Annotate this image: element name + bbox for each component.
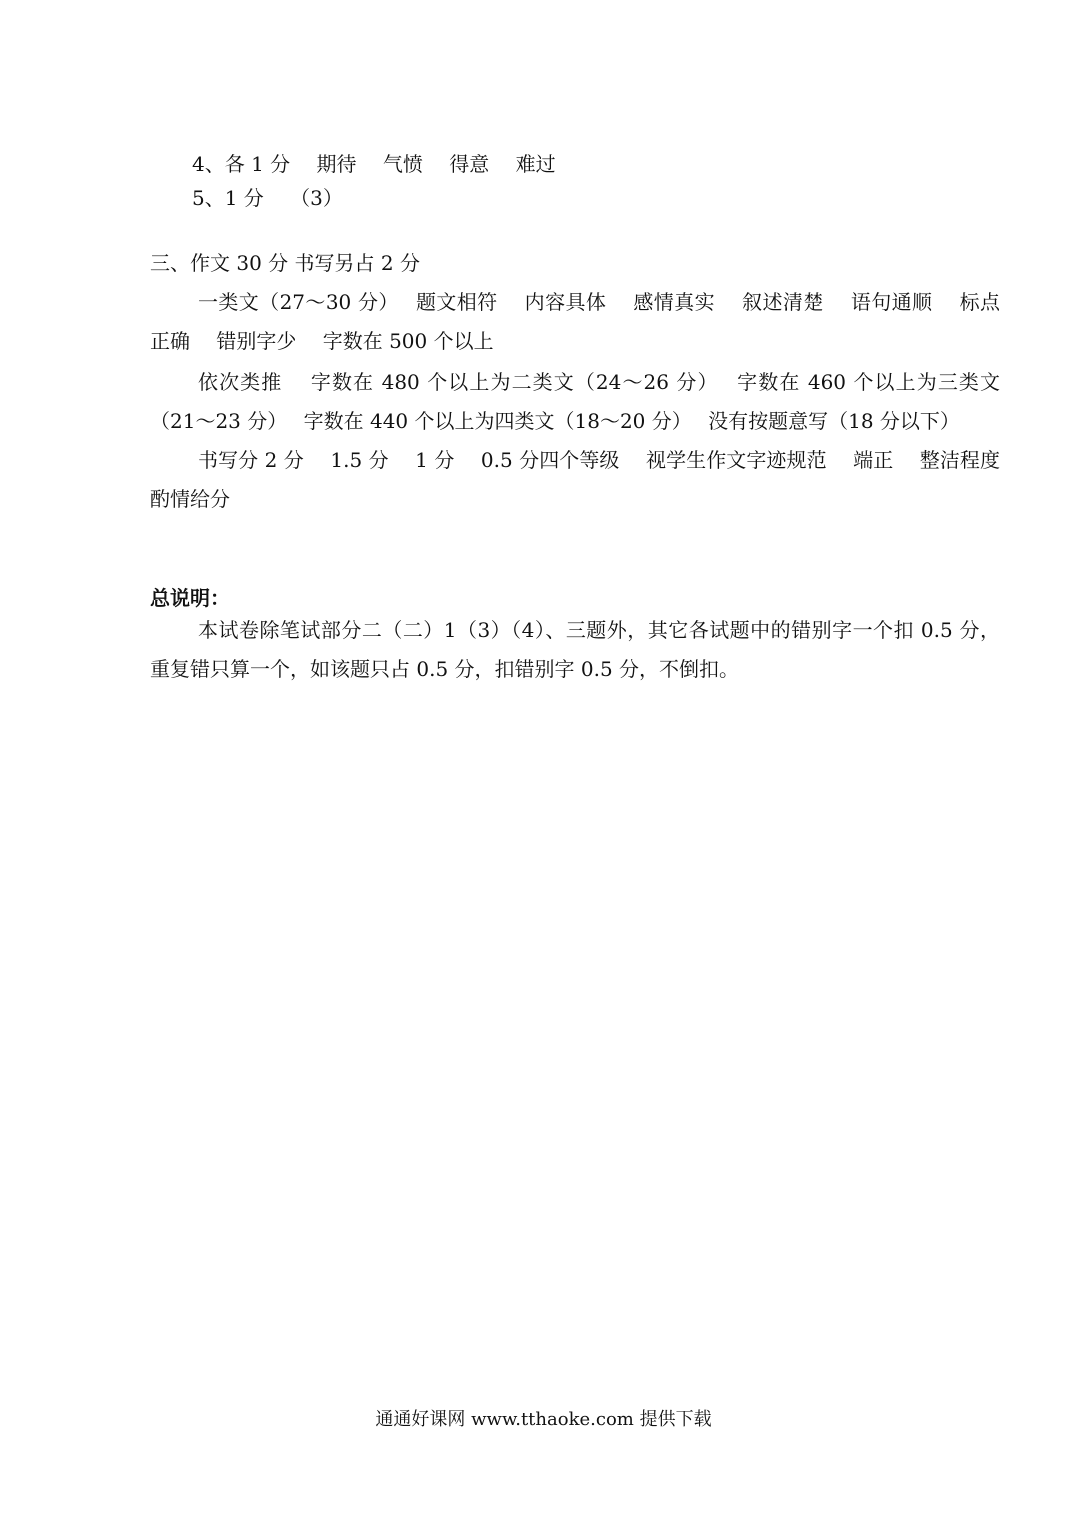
general-notes-text: 本试卷除笔试部分二（二）1（3）（4）、三题外，其它各试题中的错别字一个扣 0.5 分，重复错只算一个，如该题只占 0.5 分，扣错别字 0.5 分，不倒扣。 xyxy=(150,618,1000,681)
grading-paragraph-other-classes: 依次类推 字数在 480 个以上为二类文（24～26 分） 字数在 460 个以上为三类文（21～23 分） 字数在 440 个以上为四类文（18～20 分） 没有按题意写（18 分以下） xyxy=(150,370,1000,433)
footer-source: 通通好课网 www.tthaoke.com 提供下载 xyxy=(375,1409,712,1430)
grading-paragraph-class-one: 一类文（27～30 分） 题文相符 内容具体 感情真实 叙述清楚 语句通顺 标点正确 错别字少 字数在 500 个以上 xyxy=(150,290,1000,353)
answer-item-4: 4、各 1 分 期待 气愤 得意 难过 xyxy=(192,152,556,176)
answer-item-5: 5、1 分 （3） xyxy=(192,186,343,210)
grading-paragraph-handwriting: 书写分 2 分 1.5 分 1 分 0.5 分四个等级 视学生作文字迹规范 端正 整洁程度酌情给分 xyxy=(150,448,1000,511)
general-notes-title: 总说明： xyxy=(150,586,230,610)
section-title-composition: 三、作文 30 分 书写另占 2 分 xyxy=(150,251,420,275)
